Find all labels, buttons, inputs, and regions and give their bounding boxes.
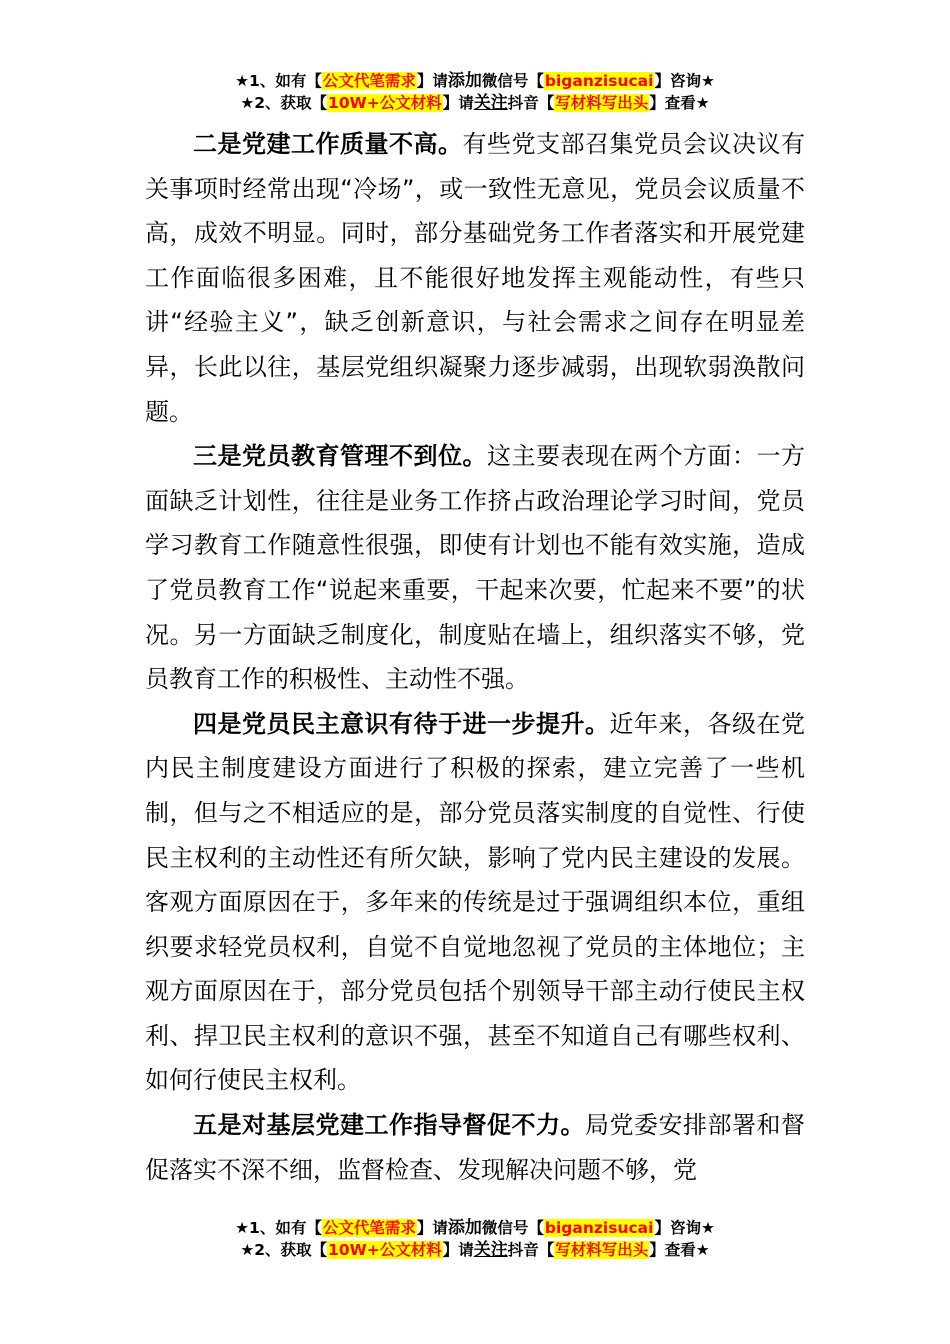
paragraph-heading: 四是党员民主意识有待于进一步提升。 — [193, 709, 610, 738]
banner-text: 抖音【 — [507, 94, 555, 112]
highlight-douyin-account: 写材料写出头 — [555, 1241, 649, 1259]
banner-text: 】查看★ — [649, 1241, 710, 1259]
banner-text: 】咨询★ — [654, 1219, 715, 1237]
highlight-service: 公文代笔需求 — [322, 1219, 416, 1237]
banner-text: 抖音【 — [507, 1241, 555, 1259]
banner-text: 2、获取【 — [254, 1241, 328, 1259]
banner-emphasis: 关注 — [473, 93, 508, 113]
banner-line-1 — [0, 70, 950, 92]
banner-text: 】请 — [442, 1241, 474, 1259]
star-icon: ★ — [235, 72, 250, 90]
paragraph-heading: 二是党建工作质量不高。 — [193, 130, 463, 158]
banner-text: 2、获取【 — [254, 94, 328, 112]
paragraph-5 — [145, 1103, 805, 1192]
paragraph-heading: 五是对基层党建工作指导督促不力。 — [193, 1111, 585, 1140]
banner-text: 】咨询★ — [654, 72, 715, 90]
star-icon: ★ — [240, 1241, 255, 1259]
star-icon: ★ — [240, 94, 255, 112]
paragraph-3 — [145, 434, 805, 702]
banner-emphasis: 添加 — [447, 1218, 482, 1238]
banner-emphasis: 关注 — [473, 1240, 508, 1260]
highlight-materials: 10W+公文材料 — [328, 94, 442, 112]
banner-text: 】请 — [442, 94, 474, 112]
banner-line-1 — [0, 1217, 950, 1239]
banner-emphasis: 添加 — [447, 71, 482, 91]
banner-text: 】查看★ — [649, 94, 710, 112]
highlight-wechat-id: biganzisucai — [544, 1219, 654, 1237]
header-banner — [0, 70, 950, 114]
highlight-materials: 10W+公文材料 — [328, 1241, 442, 1259]
paragraph-text: 局党委安排部署和督促落实不深不细，监督检查、发现解决问题不够，党 — [145, 1111, 805, 1184]
paragraph-heading: 三是党员教育管理不到位。 — [193, 442, 487, 471]
banner-text: 】请 — [416, 1219, 448, 1237]
banner-text: 】请 — [416, 72, 448, 90]
highlight-wechat-id: biganzisucai — [544, 72, 654, 90]
paragraph-text: 这主要表现在两个方面：一方面缺乏计划性，往往是业务工作挤占政治理论学习时间，党员学习教育工作随意性很强，即使有计划也不能有效实施，造成了党员教育工作“说起来重要，干起来次要，忙起来不要”的状况。另一方面缺乏制度化，制度贴在墙上，组织落实不够，党员教育工作的积极性、主动性不强。 — [145, 442, 805, 694]
banner-text: 微信号【 — [481, 72, 544, 90]
paragraph-text: 有些党支部召集党员会议决议有关事项时经常出现“冷场”，或一致性无意见，党员会议质量不高，成效不明显。同时，部分基础党务工作者落实和开展党建工作面临很多困难，且不能很好地发挥主观能动性，有些只讲“经验主义”，缺乏创新意识，与社会需求之间存在明显差异，长此以往，基层党组织凝聚力逐步减弱，出现软弱涣散问题。 — [145, 130, 805, 426]
highlight-douyin-account: 写材料写出头 — [555, 94, 649, 112]
banner-text: 微信号【 — [481, 1219, 544, 1237]
paragraph-text: 近年来，各级在党内民主制度建设方面进行了积极的探索，建立完善了一些机制，但与之不相适应的是，部分党员落实制度的自觉性、行使民主权利的主动性还有所欠缺，影响了党内民主建设的发展。客观方面原因在于，多年来的传统是过于强调组织本位，重组织要求轻党员权利，自觉不自觉地忽视了党员的主体地位；主观方面原因在于，部分党员包括个别领导干部主动行使民主权利、捍卫民主权利的意识不强，甚至不知道自己有哪些权利、如何行使民主权利。 — [145, 709, 805, 1095]
footer-banner — [0, 1217, 950, 1261]
paragraph-4 — [145, 702, 805, 1103]
paragraph-2 — [145, 122, 805, 434]
document-body — [145, 122, 805, 1192]
banner-line-2 — [0, 92, 950, 114]
banner-text: 1、如有【 — [249, 1219, 322, 1237]
banner-text: 1、如有【 — [249, 72, 322, 90]
highlight-service: 公文代笔需求 — [322, 72, 416, 90]
star-icon: ★ — [235, 1219, 250, 1237]
banner-line-2 — [0, 1239, 950, 1261]
